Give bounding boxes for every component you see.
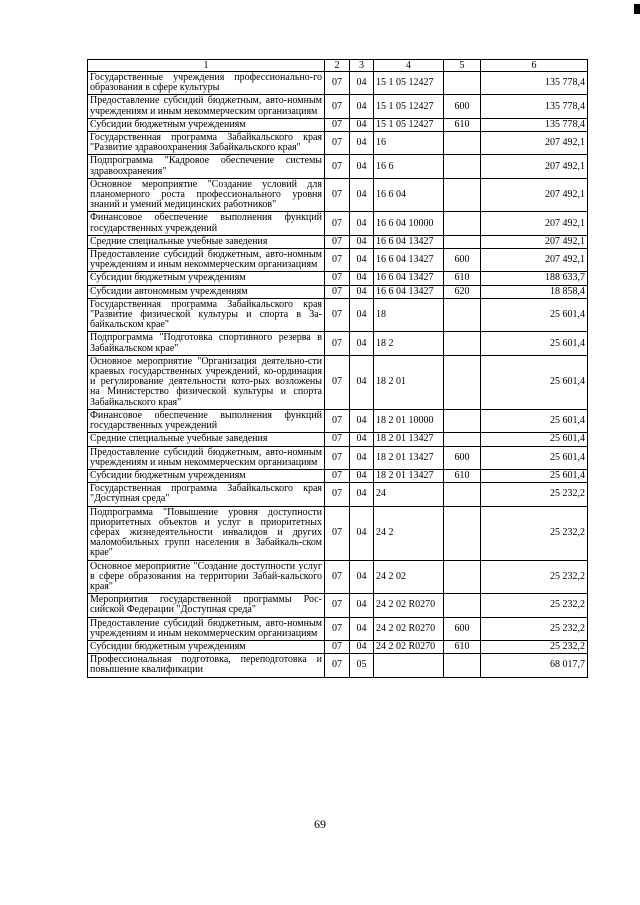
table-row [88, 446, 588, 469]
row-podrazdel: 04 [350, 212, 374, 235]
row-name: Государственная программа Забайкальского края "Развитие физической культуры и спорта в За-байкальском крае" [88, 298, 325, 332]
row-name: Основное мероприятие "Создание условий для планомерного роста профессионального уровня знаний и умений медицинских работников" [88, 178, 325, 212]
row-amount: 25 232,2 [481, 506, 588, 560]
row-podrazdel: 04 [350, 617, 374, 640]
row-razdel: 07 [325, 249, 350, 272]
row-target-article: 18 2 01 [374, 355, 444, 409]
table-row [88, 95, 588, 118]
row-amount: 207 492,1 [481, 178, 588, 212]
row-amount: 207 492,1 [481, 249, 588, 272]
row-razdel: 07 [325, 118, 350, 131]
row-amount: 25 601,4 [481, 355, 588, 409]
row-name: Субсидии бюджетным учреждениям [88, 118, 325, 131]
row-target-article: 24 [374, 483, 444, 506]
row-target-article: 18 2 01 10000 [374, 409, 444, 432]
row-razdel: 07 [325, 178, 350, 212]
table-row [88, 640, 588, 653]
row-amount: 207 492,1 [481, 132, 588, 155]
row-amount: 25 232,2 [481, 640, 588, 653]
table-row [88, 212, 588, 235]
row-expense-type: 610 [444, 272, 481, 285]
table-row [88, 155, 588, 178]
row-expense-type [444, 654, 481, 677]
row-amount: 25 232,2 [481, 560, 588, 594]
row-razdel: 07 [325, 617, 350, 640]
row-razdel: 07 [325, 640, 350, 653]
row-amount: 68 017,7 [481, 654, 588, 677]
row-name: Субсидии бюджетным учреждениям [88, 272, 325, 285]
header-col-6: 6 [481, 60, 588, 72]
row-amount: 25 232,2 [481, 483, 588, 506]
row-expense-type [444, 409, 481, 432]
row-expense-type [444, 433, 481, 446]
row-podrazdel: 04 [350, 469, 374, 482]
row-razdel: 07 [325, 95, 350, 118]
row-target-article: 16 6 04 13427 [374, 272, 444, 285]
header-col-2: 2 [325, 60, 350, 72]
row-target-article: 15 1 05 12427 [374, 118, 444, 131]
row-razdel: 07 [325, 355, 350, 409]
row-name: Государственная программа Забайкальского края "Доступная среда" [88, 483, 325, 506]
row-name: Государственные учреждения профессионально-го образования в сфере культуры [88, 72, 325, 95]
row-name: Подпрограмма "Кадровое обеспечение системы здравоохранения" [88, 155, 325, 178]
row-podrazdel: 04 [350, 132, 374, 155]
row-expense-type [444, 72, 481, 95]
row-name: Субсидии бюджетным учреждениям [88, 469, 325, 482]
row-name: Основное мероприятие "Организация деятельно-сти краевых государственных учреждений, ко-ординация и регулирование деятельности кото-рых возложены на Министерство физической культуры и спорта Забайкальского края" [88, 355, 325, 409]
row-name: Субсидии автономным учреждениям [88, 285, 325, 298]
row-expense-type [444, 155, 481, 178]
row-podrazdel: 04 [350, 72, 374, 95]
budget-table [87, 59, 588, 678]
row-expense-type [444, 235, 481, 248]
row-razdel: 07 [325, 433, 350, 446]
row-razdel: 07 [325, 506, 350, 560]
row-expense-type: 600 [444, 446, 481, 469]
row-name: Основное мероприятие "Создание доступности услуг в сфере образования на территории Забай-кальского края" [88, 560, 325, 594]
table-row [88, 409, 588, 432]
row-podrazdel: 04 [350, 332, 374, 355]
row-podrazdel: 04 [350, 483, 374, 506]
row-razdel: 07 [325, 235, 350, 248]
row-target-article: 24 2 02 R0270 [374, 617, 444, 640]
row-expense-type: 600 [444, 95, 481, 118]
row-amount: 207 492,1 [481, 212, 588, 235]
table-row [88, 285, 588, 298]
header-col-1: 1 [88, 60, 325, 72]
row-podrazdel: 04 [350, 355, 374, 409]
row-target-article: 15 1 05 12427 [374, 72, 444, 95]
row-razdel: 07 [325, 212, 350, 235]
row-podrazdel: 04 [350, 446, 374, 469]
row-expense-type [444, 560, 481, 594]
table-row [88, 118, 588, 131]
row-expense-type [444, 212, 481, 235]
row-expense-type [444, 355, 481, 409]
row-target-article: 16 6 04 [374, 178, 444, 212]
row-podrazdel: 04 [350, 249, 374, 272]
row-name: Подпрограмма "Повышение уровня доступности приоритетных объектов и услуг в приоритетных сферах жизнедеятельности инвалидов и других маломобильных групп населения в Забайкаль-ском крае" [88, 506, 325, 560]
row-podrazdel: 04 [350, 118, 374, 131]
row-podrazdel: 04 [350, 178, 374, 212]
row-amount: 135 778,4 [481, 72, 588, 95]
row-amount: 207 492,1 [481, 235, 588, 248]
row-expense-type [444, 298, 481, 332]
row-expense-type [444, 332, 481, 355]
table-row [88, 332, 588, 355]
row-amount: 207 492,1 [481, 155, 588, 178]
row-name: Государственная программа Забайкальского края "Развитие здравоохранения Забайкальского края" [88, 132, 325, 155]
row-expense-type [444, 178, 481, 212]
row-target-article: 16 6 [374, 155, 444, 178]
row-podrazdel: 04 [350, 560, 374, 594]
row-expense-type: 610 [444, 640, 481, 653]
row-razdel: 07 [325, 560, 350, 594]
row-podrazdel: 04 [350, 640, 374, 653]
table-row [88, 654, 588, 677]
row-razdel: 07 [325, 446, 350, 469]
row-name: Средние специальные учебные заведения [88, 433, 325, 446]
row-name: Предоставление субсидий бюджетным, авто-номным учреждениям и иным некоммерческим организациям [88, 446, 325, 469]
row-amount: 25 232,2 [481, 617, 588, 640]
row-podrazdel: 04 [350, 95, 374, 118]
row-expense-type: 610 [444, 118, 481, 131]
row-target-article: 24 2 [374, 506, 444, 560]
row-target-article: 16 6 04 13427 [374, 249, 444, 272]
row-podrazdel: 04 [350, 433, 374, 446]
row-name: Предоставление субсидий бюджетным, авто-номным учреждениям и иным некоммерческим организациям [88, 249, 325, 272]
table-row [88, 617, 588, 640]
row-expense-type [444, 594, 481, 617]
row-name: Предоставление субсидий бюджетным, авто-номным учреждениям и иным некоммерческим организациям [88, 617, 325, 640]
row-amount: 18 858,4 [481, 285, 588, 298]
row-amount: 25 601,4 [481, 469, 588, 482]
row-name: Средние специальные учебные заведения [88, 235, 325, 248]
row-amount: 25 601,4 [481, 332, 588, 355]
row-podrazdel: 04 [350, 594, 374, 617]
row-target-article: 24 2 02 R0270 [374, 594, 444, 617]
row-amount: 135 778,4 [481, 95, 588, 118]
table-row [88, 249, 588, 272]
row-target-article: 16 6 04 10000 [374, 212, 444, 235]
header-col-4: 4 [374, 60, 444, 72]
header-col-3: 3 [350, 60, 374, 72]
row-razdel: 07 [325, 332, 350, 355]
row-target-article: 16 6 04 13427 [374, 235, 444, 248]
row-target-article: 24 2 02 R0270 [374, 640, 444, 653]
table-row [88, 132, 588, 155]
header-col-5: 5 [444, 60, 481, 72]
row-expense-type: 600 [444, 617, 481, 640]
row-target-article: 18 2 01 13427 [374, 433, 444, 446]
row-podrazdel: 04 [350, 272, 374, 285]
row-razdel: 07 [325, 272, 350, 285]
table-row [88, 560, 588, 594]
row-podrazdel: 04 [350, 409, 374, 432]
table-row [88, 594, 588, 617]
row-target-article: 18 [374, 298, 444, 332]
table-row [88, 433, 588, 446]
corner-mark [634, 4, 640, 14]
row-razdel: 07 [325, 409, 350, 432]
row-expense-type: 620 [444, 285, 481, 298]
table-row [88, 506, 588, 560]
table-row [88, 272, 588, 285]
row-name: Подпрограмма "Подготовка спортивного резерва в Забайкальском крае" [88, 332, 325, 355]
row-razdel: 07 [325, 469, 350, 482]
row-expense-type: 610 [444, 469, 481, 482]
row-razdel: 07 [325, 298, 350, 332]
row-expense-type [444, 483, 481, 506]
table-row [88, 469, 588, 482]
row-amount: 25 601,4 [481, 446, 588, 469]
row-target-article: 24 2 02 [374, 560, 444, 594]
row-razdel: 07 [325, 654, 350, 677]
table-row [88, 298, 588, 332]
row-target-article: 18 2 [374, 332, 444, 355]
row-target-article: 18 2 01 13427 [374, 469, 444, 482]
row-podrazdel: 04 [350, 298, 374, 332]
row-name: Финансовое обеспечение выполнения функций государственных учреждений [88, 212, 325, 235]
row-target-article [374, 654, 444, 677]
row-razdel: 07 [325, 594, 350, 617]
row-amount: 188 633,7 [481, 272, 588, 285]
row-expense-type: 600 [444, 249, 481, 272]
row-razdel: 07 [325, 72, 350, 95]
row-amount: 25 232,2 [481, 594, 588, 617]
row-target-article: 15 1 05 12427 [374, 95, 444, 118]
row-target-article: 18 2 01 13427 [374, 446, 444, 469]
row-razdel: 07 [325, 483, 350, 506]
table-row [88, 483, 588, 506]
row-podrazdel: 05 [350, 654, 374, 677]
row-name: Мероприятия государственной программы Рос-сийской Федерации "Доступная среда" [88, 594, 325, 617]
row-podrazdel: 04 [350, 155, 374, 178]
page-number: 69 [314, 817, 326, 831]
table-row [88, 72, 588, 95]
row-razdel: 07 [325, 132, 350, 155]
row-name: Субсидии бюджетным учреждениям [88, 640, 325, 653]
table-header-row [88, 60, 588, 72]
row-amount: 135 778,4 [481, 118, 588, 131]
row-target-article: 16 6 04 13427 [374, 285, 444, 298]
row-amount: 25 601,4 [481, 433, 588, 446]
table-row [88, 235, 588, 248]
row-razdel: 07 [325, 285, 350, 298]
row-name: Профессиональная подготовка, переподготовка и повышение квалификации [88, 654, 325, 677]
row-razdel: 07 [325, 155, 350, 178]
row-expense-type [444, 506, 481, 560]
row-name: Предоставление субсидий бюджетным, авто-номным учреждениям и иным некоммерческим организациям [88, 95, 325, 118]
row-podrazdel: 04 [350, 506, 374, 560]
row-target-article: 16 [374, 132, 444, 155]
row-amount: 25 601,4 [481, 409, 588, 432]
row-expense-type [444, 132, 481, 155]
row-podrazdel: 04 [350, 285, 374, 298]
row-podrazdel: 04 [350, 235, 374, 248]
table-row [88, 178, 588, 212]
table-row [88, 355, 588, 409]
row-amount: 25 601,4 [481, 298, 588, 332]
row-name: Финансовое обеспечение выполнения функций государственных учреждений [88, 409, 325, 432]
